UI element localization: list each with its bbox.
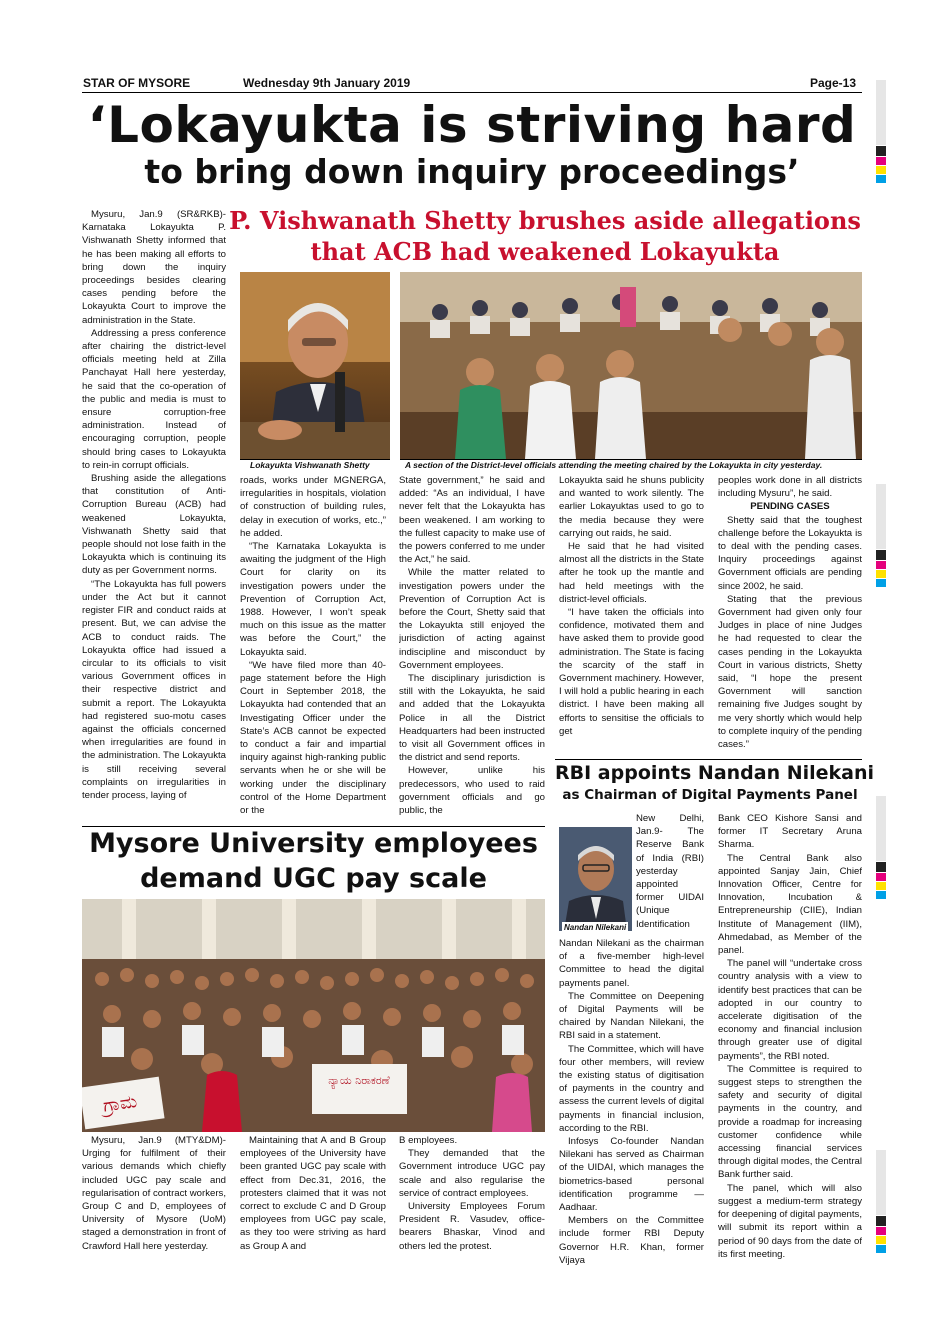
registration-bar-gray-2 [876, 484, 886, 549]
registration-bar-gray [876, 80, 886, 145]
page-number: Page-13 [810, 76, 857, 90]
main-subhead-line2: that ACB had weakened Lokayukta [310, 237, 780, 266]
nandan-nilekani-photo [559, 827, 632, 931]
newspaper-name: STAR OF MYSORE [83, 76, 191, 90]
uom-headline-line2: demand UGC pay scale [140, 863, 487, 894]
registration-cyan-3 [876, 891, 886, 899]
registration-yellow [876, 166, 886, 174]
protest-sign-2: ನ್ಯಾಯ ನಿರಾಕರಣೆ [328, 1074, 390, 1087]
main-headline-line1: ‘Lokayukta is striving hard [87, 96, 857, 154]
registration-yellow-2 [876, 570, 886, 578]
protest-sign-1: ಗ್ರಾಮ [101, 1091, 139, 1117]
main-story-column-4: Lokayukta said he shuns publicity and wanted to work silently. The earlier Lokayuktas used to go to the media because they were carrying out raids, he said. He said that he had visited almost all the districts in the State after he took up the mantle and had held meetings with the district-level officials. “I have taken the officials into confidence, motivated them and have asked them to provide good administration. The State is facing the scarcity of the staff in Government machinery. However, I will hold a public hearing in each district. I have been making all efforts to sensitise the officials to get [559, 475, 704, 737]
registration-bar-gray-4 [876, 1150, 886, 1215]
uom-protest-photo [82, 899, 545, 1132]
rbi-column-1-wrap: New Delhi, Jan.9- The Reserve Bank of India (RBI) yesterday appointed former UIDAI (Unique Identification [636, 813, 704, 930]
header-rule [82, 92, 862, 93]
registration-black-2 [876, 550, 886, 560]
registration-cyan [876, 175, 886, 183]
rbi-column-1: Nandan Nilekani as the chairman of a five-member high-level Committee to head the digital payments panel. The Committee on Deepening of Digital Payments will be chaired by Nandan Nilekani, the RBI said in a statement. The Committee, which will have four other members, will review the existing status of digitisation of payments in the country and assess the current levels of digital payments in financial inclusion, according to the RBI. Infosys Co-founder Nandan Nilekani has served as Chairman of the UIDAI, which manages the biometrics-based personal identification programme — Aadhaar. Members on the Committee include former RBI Deputy Governor H.R. Khan, former Vijaya [559, 938, 704, 1266]
uom-top-rule [82, 826, 545, 827]
main-story-column-5: peoples work done in all districts including Mysuru”, he said. PENDING CASES Shetty said that the toughest challenge before the Lokayukta is to deal with the pending cases. Inquiry proceedings against Government officials are pending since 2002, he said. Stating that the previous Government had given only four Judges in place of nine Judges he had requested to clear the cases pending in the Lokayukta Court in various districts, Shetty said, “I hope the present Government will sanction remaining five Judges sought by me very shortly which would help to complete inquiry of the pending cases.” [718, 475, 862, 751]
registration-black [876, 146, 886, 156]
registration-cyan-2 [876, 579, 886, 587]
main-story-column-3: State government,” he said and added: “As an individual, I have never felt that the Lokayukta has been weakened. I am working to the fullest capacity to make use of the powers conferred to me under the Act,” he said. While the matter related to investigation powers under the Prevention of Corruption Act is before the Court, Shetty said that the Lokayukta still enjoyed the jurisdiction of acting against indiscipline and misconduct by Government employees. The disciplinary jurisdiction is still with the Lokayukta, he said and added that the Lokayukta Police in all the District Headquarters had been instructed to visit all Government offices in the district and send reports. However, unlike his predecessors, who used to raid government officials and go public, the [399, 475, 545, 817]
rbi-headline-line2: as Chairman of Digital Payments Panel [562, 787, 858, 803]
main-story-column-2: roads, works under MGNERGA, irregularities in hospitals, violation of construction of building rules, delay in execution of works, etc.,” he added. “The Karnataka Lokayukta is awaiting the judgment of the High Court for clarity on its investigation powers under the Prevention of Corruption Act, 1988. However, I won’t speak much on this issue as the matter was before the Court,” the Lokayukta said. “We have filed more than 40-page statement before the High Court in September 2018, the Lokayukta had contended that an Investigating Officer under the State’s ACB cannot be expected to conduct a fair and impartial inquiry against high-ranking public servants when he or she will be working under the disciplinary control of the Home Department or the [240, 475, 386, 817]
lokayukta-portrait-photo [240, 272, 390, 459]
main-story-column-1: Mysuru, Jan.9 (SR&RKB)- Karnataka Lokayukta P. Vishwanath Shetty informed that he has been making all efforts to bring down the inquiry proceedings besides clearing cases pending before the Lokayukta Court to improve the administration in the State. Addressing a press conference after chairing the district-level officials meeting held at Zilla Panchayat Hall here yesterday, he said that the co-operation of the public and media is must to ensure corruption-free administration. Instead of encouraging corruption, people should bring cases to Lokayukta to rein-in corrupt officials. Brushing aside the allegations that constitution of Anti-Corruption Bureau (ACB) had weakened Lokayukta, Vishwanath Shetty said that people should not lose faith in the Lokayukta which is continuing its duty as per Government norms. “The Lokayukta has full powers under the Act but it cannot register FIR and conduct raids at present. But, we can advise the ACB to conduct raids. The Lokayukta office had issued a circular to its officials to visit various Government offices in their respective district and submit a report. The Lokayukta had registered suo-motu cases against the officials concerned when irregularities are found in the administration. The Lokayukta is still receiving several complaints on irregularities in tender process, laying of [82, 209, 226, 801]
registration-magenta-2 [876, 561, 886, 569]
uom-column-1: Mysuru, Jan.9 (MTY&DM)- Urging for fulfilment of their various demands which chiefly included UGC pay scale and regularisation of contract workers, Group C and D, employees of University of Mysore (UoM) staged a demonstration in front of Crawford Hall here yesterday. [82, 1135, 226, 1252]
uom-headline-line1: Mysore University employees [89, 828, 538, 859]
officials-meeting-photo [400, 272, 862, 459]
registration-yellow-3 [876, 882, 886, 890]
registration-bar-gray-3 [876, 796, 886, 861]
nilekani-photo-caption: Nandan Nilekani [564, 923, 627, 932]
registration-yellow-4 [876, 1236, 886, 1244]
issue-date: Wednesday 9th January 2019 [243, 76, 411, 90]
registration-magenta-3 [876, 873, 886, 881]
registration-black-3 [876, 862, 886, 872]
uom-column-2: Maintaining that A and B Group employees of the University have been granted UGC pay scale with effect from Dec.31, 2016, the protesters claimed that it was not correct to exclude C and D Group employees from UGC pay scale, as they too were striving as hard as Group A and [240, 1135, 386, 1252]
pending-cases-subheading: PENDING CASES [750, 501, 830, 513]
uom-column-3: B employees. They demanded that the Government introduce UGC pay scale and also regularise the service of contract employees. University Employees Forum President R. Vasudev, office-bearers Bhaskar, Vinod and others led the protest. [399, 1135, 545, 1252]
main-subhead-line1: P. Vishwanath Shetty brushes aside allegations [229, 206, 861, 235]
main-headline-line2: to bring down inquiry proceedings’ [144, 152, 800, 191]
lokayukta-photo-caption: Lokayukta Vishwanath Shetty [250, 460, 370, 470]
registration-magenta-4 [876, 1227, 886, 1235]
meeting-photo-caption: A section of the District-level officials attending the meeting chaired by the Lokayukta in city yesterday. [405, 460, 823, 470]
rbi-headline-line1: RBI appoints Nandan Nilekani [555, 762, 875, 784]
registration-black-4 [876, 1216, 886, 1226]
rbi-top-rule [555, 759, 862, 760]
registration-magenta [876, 157, 886, 165]
rbi-column-2: Bank CEO Kishore Sansi and former IT Secretary Aruna Sharma. The Central Bank also appointed Sanjay Jain, Chief Innovation Officer, Centre for Innovation, Incubation & Entrepreneurship (CIIE), Indian Institute of Management (IIM), Ahmedabad, as Member of the panel. The panel will “undertake cross country analysis with a view to identify best practices that can be adopted in our country to accelerate digitisation of the economy and financial inclusion through greater use of digital payments”, the RBI noted. The Committee is required to suggest steps to strengthen the safety and security of digital payments in the country, and provide a roadmap for increasing customer confidence while accessing financial services through digital modes, the Central Bank further said. The panel, which will also suggest a medium-term strategy for deepening of digital payments, will submit its report within a period of 90 days from the date of its first meeting. [718, 813, 862, 1260]
registration-cyan-4 [876, 1245, 886, 1253]
